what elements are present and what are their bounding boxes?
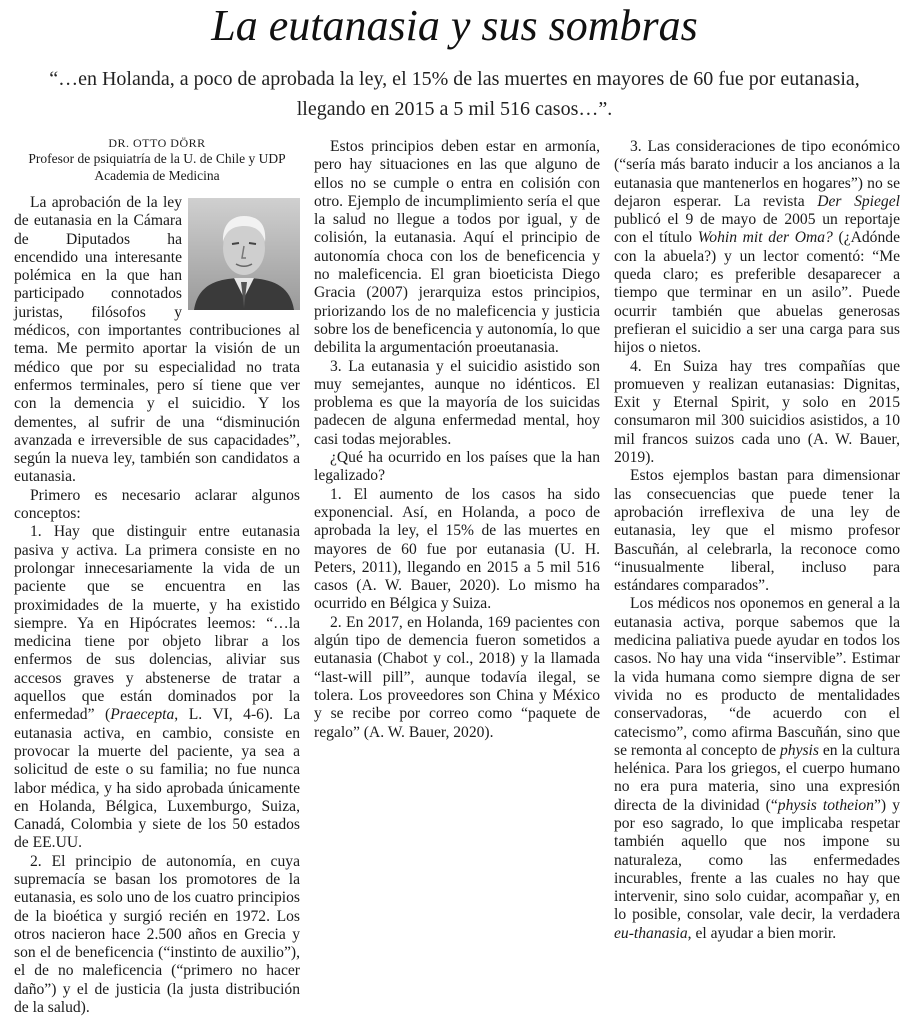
report-title: Wohin mit der Oma? <box>697 229 833 247</box>
paragraph-text: 1. Hay que distinguir entre eutanasia pasiva y activa. La primera consiste en no prolongar innecesariamente la vida de un paciente que se encuentra en las proximidades de la muerte, y ha existido siempre. Ya en Hipócrates leemos: “…la medicina tiene por objeto librar a los enfermos de sus dolencias, aliviar sus accesos graves y abstenerse de tratar a aquellos que están dominados por la enfermedad” ( <box>14 523 300 724</box>
greek-term: physis totheion <box>777 796 874 814</box>
article-paragraph: 2. En 2017, en Holanda, 169 pacientes con algún tipo de demencia fueron sometidos a eutanasia (Chabot y col., 2018) y la llamada “last-will pill”, aunque todavía ilegal, se tolera. Los proveedores son China y México y se recibe por correo como “paquete de regalo” (A. W. Bauer, 2020). <box>314 613 600 741</box>
author-name: DR. OTTO DÖRR <box>108 136 206 150</box>
author-affiliation <box>14 150 300 184</box>
paragraph-text: 3. Las consideraciones de tipo económico (“sería más barato inducir a los ancianos a la eutanasia que mantenerlos en hogares”) no se dejaron esperar. La revista <box>614 138 900 210</box>
article-paragraph <box>14 194 300 487</box>
pull-quote: “…en Holanda, a poco de aprobada la ley, el 15% de las muertes en mayores de 60 fue por eutanasia, llegando en 2015 a 5 mil 516 casos…”. <box>49 68 860 120</box>
article-paragraph: 3. La eutanasia y el suicidio asistido son muy semejantes, aunque no idénticos. El problema es que la mayoría de los suicidas padecen de alguna enfermedad mental, hoy casi todas mejorables. <box>314 357 600 448</box>
paragraph-text: en la cultura helénica. Para los griegos, el cuerpo humano no era pura materia, sino una expresión directa de la divinidad (“ <box>614 741 900 814</box>
paragraph-text: Los médicos nos oponemos en general a la eutanasia activa, porque sabemos que la medicina paliativa puede ayudar en todos los casos. No hay una vida “inservible”. Estimar la vida humana como siempre digna de ser vivida no es producto de mentalidades conservadoras, “de acuerdo con el catecismo”, como afirma Bascuñán, sino que se remonta al concepto de <box>614 595 900 759</box>
author-affiliation-line-1: Profesor de psiquiatría de la U. de Chile y UDP <box>28 151 286 166</box>
citation-title: Praecepta <box>110 706 175 724</box>
article-paragraph <box>614 138 900 358</box>
paragraph-text: La aprobación de la ley de eutanasia en la Cámara de Diputados ha encendido una interesante polémica en la que han participado connotados juristas, filósofos y médicos, con importantes contribuciones al tema. Me permito aportar la visión de un médico que por su especialidad no trata enfermos terminales, pero sí tiene que ver con la demencia y el suicidio. Y los dementes, al sufrir de una “disminución avanzada e irreversible de sus capacidades”, según la nueva ley, también son candidatos a eutanasia. <box>14 194 300 486</box>
article-column-1 <box>14 136 300 1017</box>
author-affiliation-line-2: Academia de Medicina <box>94 168 220 183</box>
article-paragraph: Estos ejemplos bastan para dimensionar las consecuencias que puede tener la aprobación irreflexiva de una ley de eutanasia, ley que el mismo profesor Bascuñán, al celebrarla, la reconoce como “inusualmente liberal, incluso para estándares comparados”. <box>614 467 900 595</box>
headline: La eutanasia y sus sombras <box>211 1 698 50</box>
article-column-2 <box>314 138 600 742</box>
article-paragraph: 4. En Suiza hay tres compañías que promueven y realizan eutanasias: Dignitas, Exit y Eternal Spirit, y solo en 2015 consumaron mil 300 suicidios asistidos, a 10 mil francos suizos cada uno (A. W. Bauer, 2019). <box>614 357 900 467</box>
article-paragraph: Primero es necesario aclarar algunos conceptos: <box>14 486 300 523</box>
paragraph-text: , el ayudar a bien morir. <box>687 924 837 942</box>
greek-term: physis <box>779 741 819 759</box>
magazine-name: Der Spiegel <box>817 192 900 210</box>
paragraph-text: , L. VI, 4-6). La eutanasia activa, en cambio, consiste en provocar la muerte del paciente, ya sea a solicitud de este o su familia; no fue nunca labor médica, y ha sido aprobada únicamente en Holanda, Bélgica, Luxemburgo, Suiza, Canadá, Colombia y siete de los 50 estados de EE.UU. <box>14 706 300 852</box>
article-paragraph: Estos principios deben estar en armonía, pero hay situaciones en las que alguno de ellos no se cumple o entra en colisión con otro. Ejemplo de incumplimiento sería el que la salud no llegue a todos por igual, y de colisión, la eutanasia. Aquí el principio de autonomía choca con los de beneficencia y no maleficencia. El gran bioeticista Diego Gracia (2007) jerarquiza estos principios, priorizando los de no maleficencia y justicia sobre los de beneficencia y autonomía, lo que debilita la argumentación proeutanasia. <box>314 138 600 357</box>
article-column-3 <box>614 138 900 943</box>
greek-term: eu-thanasia <box>614 924 688 942</box>
article-paragraph: 1. El aumento de los casos ha sido exponencial. Así, en Holanda, a poco de aprobada la ley, el 15% de las muertes en mayores de 60 fue por eutanasia (U. H. Peters, 2011), llegando en 2015 a 5 mil 516 casos (A. W. Bauer, 2020). Lo mismo ha ocurrido en Bélgica y Suiza. <box>314 485 600 613</box>
paragraph-text: publicó el 9 de mayo de 2005 un reportaje con el título <box>614 211 900 247</box>
paragraph-text: ”) y por eso sagrado, lo que implicaba respetar también aquello que nos impone su naturaleza, como las enfermedades incurables, frente a las cuales no hay que intervenir, sino solo cuidar, acompañar y, en lo posible, consolar, vale decir, la verdadera <box>614 796 900 924</box>
author-portrait-photo-icon <box>188 198 300 310</box>
article-paragraph: 2. El principio de autonomía, en cuya supremacía se basan los promotores de la eutanasia, es solo uno de los cuatro principios de la bioética y surgió recién en 1972. Los otros nacieron hace 2.500 años en Grecia y son el de beneficencia (“instinto de auxilio”), el de no maleficencia (“primero no hacer daño”) y el de justicia (la justa distribución de la salud). <box>14 852 300 1017</box>
article-paragraph: ¿Qué ha ocurrido en los países que la han legalizado? <box>314 449 600 485</box>
article-paragraph <box>14 523 300 852</box>
article-paragraph <box>614 595 900 943</box>
paragraph-text: (¿Adónde con la abuela?) y un lector comentó: “Me queda claro; es preferible desaparecer a tiempo que terminar en un asilo”. Puede ocurrir también que abuelas generosas prefieran el suicidio a ser una carga para sus hijos o nietos. <box>614 229 900 357</box>
